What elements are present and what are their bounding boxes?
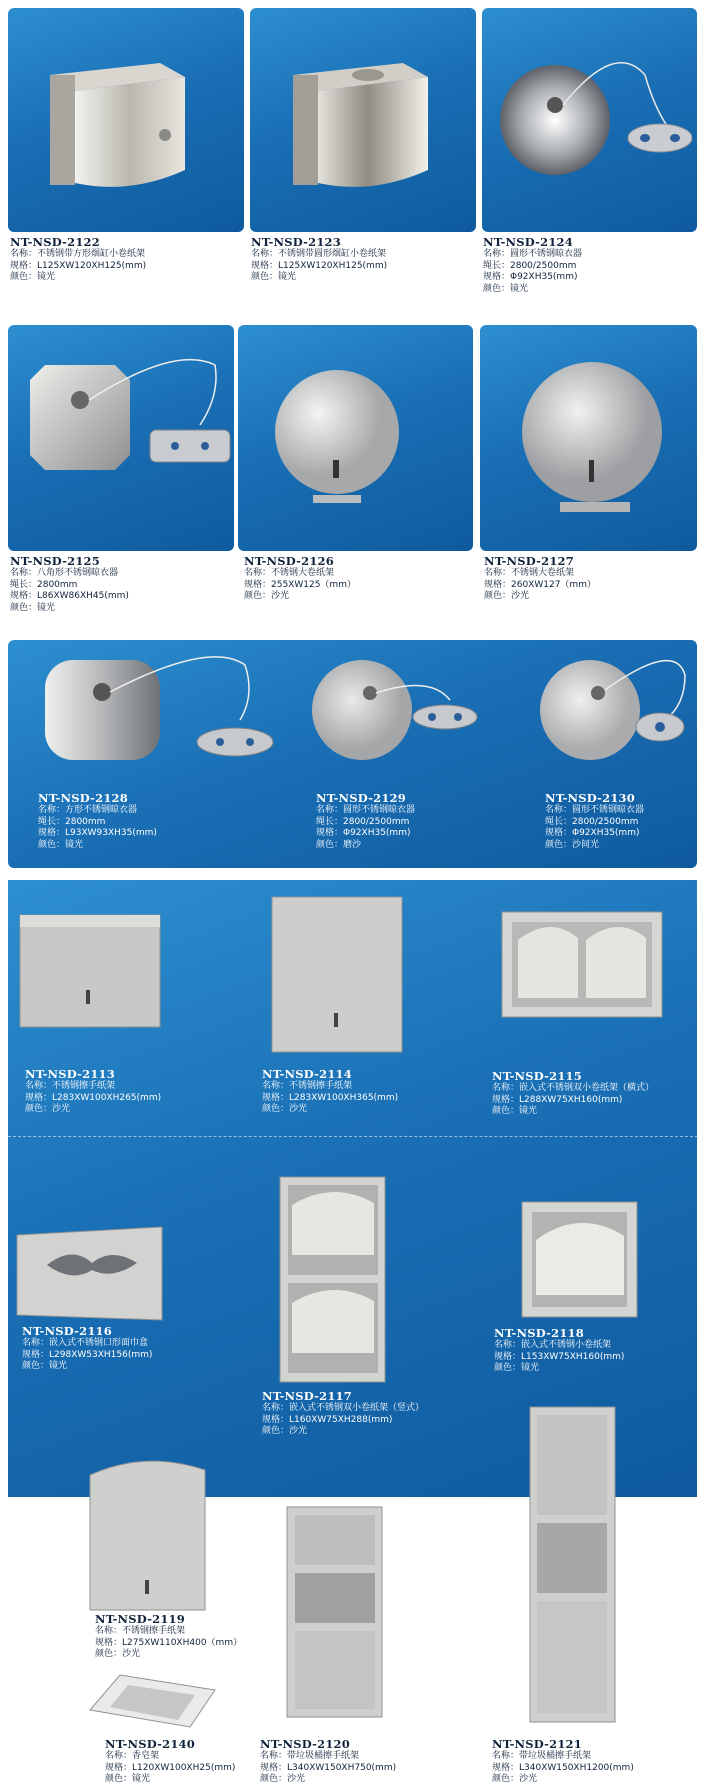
product-card-2128 [38, 792, 157, 851]
product-color: 颜色：镜光 [105, 1774, 151, 1784]
product-card-2116 [22, 1325, 152, 1373]
product-code: NT-NSD-2121 [492, 1737, 582, 1751]
product-card-2122 [10, 236, 146, 284]
product-spec: 规格：Φ92XH35(mm) [545, 828, 640, 838]
product-name: 名称：香皂架 [105, 1751, 160, 1761]
product-image-2122 [40, 55, 190, 195]
product-color: 颜色：沙光 [95, 1649, 141, 1659]
product-code: NT-NSD-2123 [251, 235, 341, 249]
product-spec: 规格：L340XW150XH750(mm) [260, 1762, 397, 1773]
product-spec: 规格：L153XW75XH160(mm) [494, 1351, 625, 1362]
product-name: 名称：嵌入式不锈钢双小卷纸架（横式） [492, 1083, 655, 1093]
product-card-2129 [316, 792, 415, 851]
product-spec: 规格：Φ92XH35(mm) [483, 272, 578, 282]
product-color: 颜色：磨沙 [316, 839, 362, 850]
product-rope: 绳长：2800/2500mm [316, 816, 410, 827]
product-code: NT-NSD-2130 [545, 791, 635, 805]
product-name: 名称：带垃圾桶擦手纸架 [260, 1751, 360, 1761]
product-color: 颜色：镜光 [10, 602, 56, 613]
product-image-2130 [535, 645, 695, 765]
product-name: 名称：不锈钢带圆形烟缸小卷纸架 [251, 249, 387, 259]
product-color: 颜色：镜光 [494, 1363, 540, 1373]
product-card-2140 [105, 1738, 235, 1786]
product-spec: 规格：L160XW75XH288(mm) [262, 1414, 393, 1425]
product-color: 颜色：镜光 [492, 1106, 538, 1116]
product-code: NT-NSD-2129 [316, 791, 406, 805]
product-card-2121 [492, 1738, 634, 1786]
product-image-2115 [500, 910, 665, 1020]
product-code: NT-NSD-2128 [38, 791, 128, 805]
product-code: NT-NSD-2117 [262, 1389, 352, 1403]
product-name: 名称：嵌入式不锈钢口形面巾盒 [22, 1338, 149, 1348]
product-name: 名称：不锈钢擦手纸架 [262, 1081, 353, 1091]
product-card-2115 [492, 1070, 654, 1118]
product-card-2126 [244, 555, 356, 603]
product-name: 名称：嵌入式不锈钢小卷纸架 [494, 1340, 612, 1350]
product-rope: 绳长：2800/2500mm [545, 816, 639, 827]
product-code: NT-NSD-2116 [22, 1324, 112, 1338]
product-code: NT-NSD-2127 [484, 554, 574, 568]
product-rope: 绳长：2800mm [10, 579, 78, 590]
product-name: 名称：不锈钢大卷纸架 [484, 568, 575, 578]
product-spec: 规格：L120XW100XH25(mm) [105, 1762, 236, 1773]
product-spec: 规格：L340XW150XH1200(mm) [492, 1762, 634, 1773]
product-card-2123 [251, 236, 387, 284]
product-color: 颜色：沙光 [492, 1774, 538, 1784]
product-image-2123 [283, 55, 433, 195]
product-card-2118 [494, 1327, 624, 1375]
product-name: 名称：圆形不锈钢晾衣器 [545, 805, 645, 815]
product-color: 颜色：镜光 [10, 272, 56, 282]
product-name: 名称：不锈钢擦手纸架 [25, 1081, 116, 1091]
product-color: 颜色：镜光 [483, 283, 529, 294]
product-image-2140 [80, 1665, 220, 1735]
product-spec: 规格：L86XW86XH45(mm) [10, 591, 129, 601]
product-code: NT-NSD-2114 [262, 1067, 352, 1081]
product-spec: 规格：L275XW110XH400（mm） [95, 1637, 243, 1648]
product-card-2124 [483, 236, 582, 295]
product-spec: 规格：255XW125（mm） [244, 579, 356, 590]
product-code: NT-NSD-2115 [492, 1069, 582, 1083]
product-spec: 规格：L288XW75XH160(mm) [492, 1094, 623, 1105]
product-spec: 规格：L298XW53XH156(mm) [22, 1349, 153, 1360]
product-name: 名称：带垃圾桶擦手纸架 [492, 1751, 592, 1761]
product-spec: 规格：260XW127（mm） [484, 579, 596, 590]
product-color: 颜色：沙光 [260, 1774, 306, 1784]
product-name: 名称：八角形不锈钢晾衣器 [10, 568, 119, 578]
product-name: 名称：方形不锈钢晾衣器 [38, 805, 138, 815]
product-image-2113 [18, 910, 163, 1030]
product-rope: 绳长：2800/2500mm [483, 260, 577, 271]
product-name: 名称：不锈钢大卷纸架 [244, 568, 335, 578]
product-card-2130 [545, 792, 644, 851]
product-name: 名称：圆形不锈钢晾衣器 [316, 805, 416, 815]
product-color: 颜色：沙光 [244, 591, 290, 601]
product-code: NT-NSD-2125 [10, 554, 100, 568]
product-spec: 规格：L283XW100XH265(mm) [25, 1092, 162, 1103]
product-card-2113 [25, 1068, 161, 1116]
product-code: NT-NSD-2118 [494, 1326, 584, 1340]
product-color: 颜色：沙间光 [545, 839, 600, 850]
product-spec: 规格：L283XW100XH365(mm) [262, 1092, 399, 1103]
product-card-2120 [260, 1738, 396, 1786]
product-image-2128 [40, 650, 280, 770]
product-card-2125 [10, 555, 129, 614]
product-code: NT-NSD-2119 [95, 1612, 185, 1626]
product-image-2125 [25, 355, 235, 485]
product-image-2116 [12, 1225, 167, 1325]
product-image-2118 [520, 1200, 640, 1320]
product-name: 名称：圆形不锈钢晾衣器 [483, 249, 583, 259]
product-name: 名称：不锈钢带方形烟缸小卷纸架 [10, 249, 146, 259]
product-image-2129 [310, 655, 485, 765]
product-code: NT-NSD-2124 [483, 235, 573, 249]
product-image-2120 [285, 1505, 385, 1720]
product-color: 颜色：沙光 [25, 1104, 71, 1114]
product-code: NT-NSD-2122 [10, 235, 100, 249]
product-spec: 规格：L125XW120XH125(mm) [251, 260, 388, 271]
product-image-2121 [528, 1405, 618, 1725]
product-image-2119 [85, 1455, 210, 1615]
product-color: 颜色：镜光 [251, 272, 297, 282]
product-color: 颜色：镜光 [22, 1361, 68, 1371]
product-name: 名称：不锈钢擦手纸架 [95, 1626, 186, 1636]
product-spec: 规格：Φ92XH35(mm) [316, 828, 411, 838]
product-code: NT-NSD-2113 [25, 1067, 115, 1081]
product-code: NT-NSD-2126 [244, 554, 334, 568]
product-image-2124 [495, 50, 695, 190]
product-card-2119 [95, 1613, 242, 1661]
product-name: 名称：嵌入式不锈钢双小卷纸架（竖式） [262, 1403, 425, 1413]
product-color: 颜色：镜光 [38, 839, 84, 850]
product-card-2127 [484, 555, 596, 603]
product-code: NT-NSD-2140 [105, 1737, 195, 1751]
product-color: 颜色：沙光 [484, 591, 530, 601]
product-color: 颜色：沙光 [262, 1426, 308, 1436]
divider [8, 1136, 698, 1137]
product-card-2114 [262, 1068, 398, 1116]
product-image-2117 [278, 1175, 388, 1385]
product-spec: 规格：L93XW93XH35(mm) [38, 828, 157, 838]
product-image-2114 [270, 895, 405, 1055]
product-image-2126 [275, 360, 415, 520]
product-color: 颜色：沙光 [262, 1104, 308, 1114]
product-card-2117 [262, 1390, 424, 1438]
product-rope: 绳长：2800mm [38, 816, 106, 827]
product-code: NT-NSD-2120 [260, 1737, 350, 1751]
product-spec: 规格：L125XW120XH125(mm) [10, 260, 147, 271]
product-image-2127 [520, 360, 680, 520]
